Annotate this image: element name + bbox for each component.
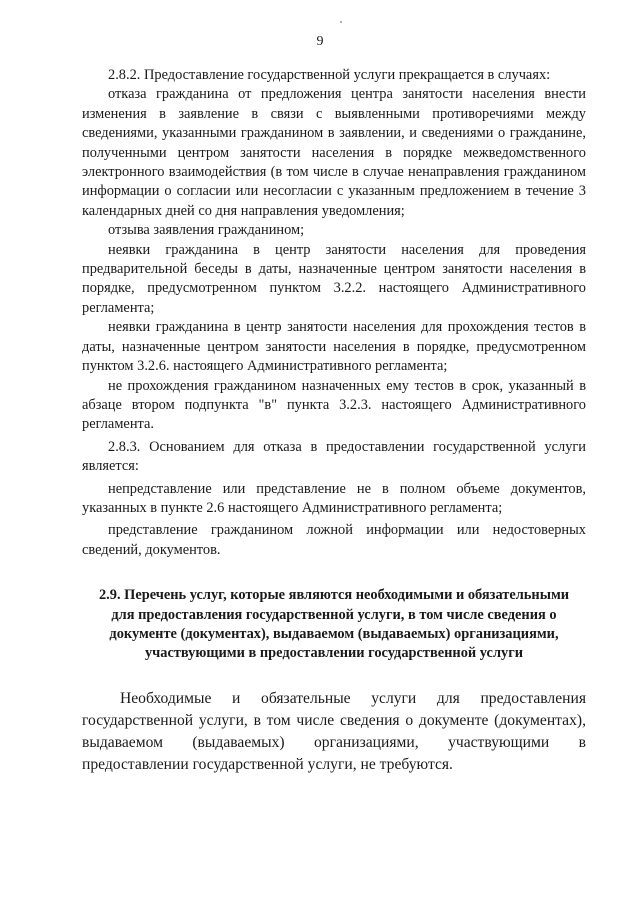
- section-2-8-2-item-4: неявки гражданина в центр занятости населения для прохождения тестов в даты, назначенные центром занятости населения в порядке, предусмотренном пунктом 3.2.6. настоящего Административного регламента;: [82, 319, 586, 375]
- document-body: [82, 66, 586, 776]
- section-2-8-3-item-1: непредставление или представление не в полном объеме документов, указанных в пункте 2.6 настоящего Административного регламента;: [82, 480, 586, 516]
- section-2-8-3-intro: 2.8.3. Основанием для отказа в предоставлении государственной услуги является:: [82, 438, 586, 475]
- section-2-8-2-item-5: не прохождения гражданином назначенных ему тестов в срок, указанный в абзаце втором подпункта "в" пункта 3.2.3. настоящего Административного регламента.: [82, 377, 586, 433]
- section-2-8-2-intro: 2.8.2. Предоставление государственной услуги прекращается в случаях:: [108, 67, 551, 83]
- scan-speck: [340, 21, 342, 23]
- section-2-9-heading: 2.9. Перечень услуг, которые являются необходимыми и обязательными для предоставления государственной услуги, в том числе сведения о документе (документах), выдаваемом (выдаваемых) организациями, участвующими в предоставлении государственной услуги: [98, 587, 570, 662]
- section-2-8-3-item-2: представление гражданином ложной информации или недостоверных сведений, документов.: [82, 522, 586, 558]
- section-2-9-body: Необходимые и обязательные услуги для предоставления государственной услуги, в том числе сведения о документе (документах), выдаваемом (выдаваемых) организациями, участвующими в предоставлении государственной услуги, не требуются.: [82, 689, 586, 773]
- section-2-8-2-item-1: отказа гражданина от предложения центра занятости населения внести изменения в заявление в связи с выявленными противоречиями между сведениями, указанными гражданином в заявлении, и сведениями о гражданине, полученными центром занятости населения в порядке межведомственного электронного взаимодействия (в том числе в случае ненаправления гражданином информации о согласии или несогласии с указанным предложением в течение 3 календарных дней со дня направления уведомления;: [82, 86, 586, 219]
- page-number: 9: [316, 34, 324, 49]
- section-2-8-2-item-3: неявки гражданина в центр занятости населения для проведения предварительной беседы в даты, назначенные центром занятости населения в порядке, предусмотренном пунктом 3.2.2. настоящего Административного регламента;: [82, 241, 586, 316]
- section-2-8-2-item-2: отзыва заявления гражданином;: [108, 222, 305, 239]
